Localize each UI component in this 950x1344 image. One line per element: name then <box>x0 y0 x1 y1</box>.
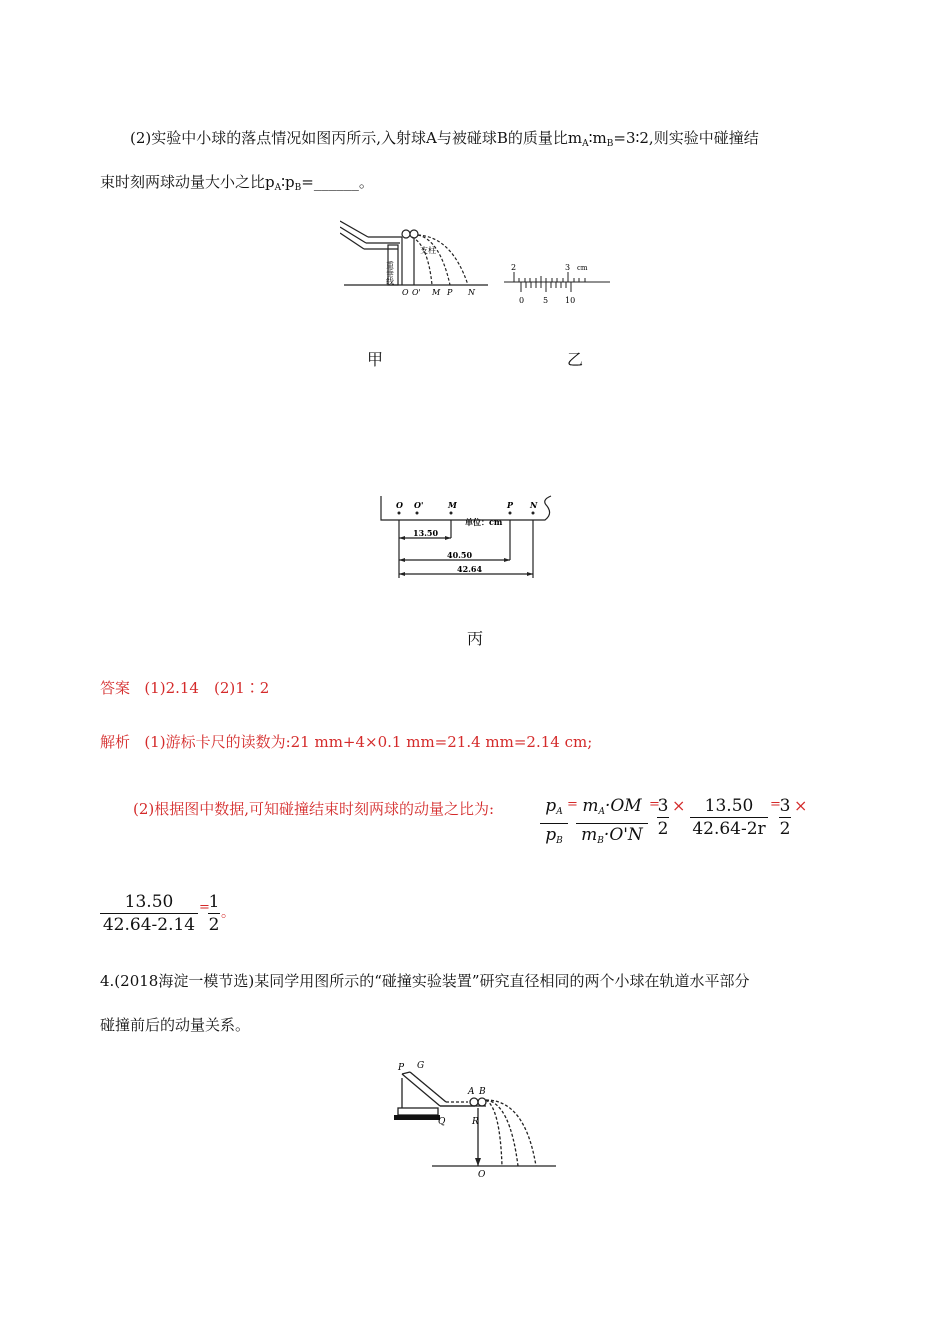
main-scale-unit: cm <box>577 264 588 272</box>
caption-jia: 甲 <box>367 350 384 369</box>
caption-yi: 乙 <box>567 350 584 369</box>
figure-yi-vernier <box>500 258 615 308</box>
figure-jia-apparatus <box>340 215 490 300</box>
bing-unit: 单位：cm <box>465 517 503 527</box>
period: 。 <box>221 905 235 921</box>
bing-dim-42-64: 42.64 <box>457 564 483 574</box>
times-sign: × <box>794 796 808 815</box>
main-scale-2: 2 <box>511 263 517 272</box>
equals-sign: = <box>649 797 660 812</box>
bing-point-O: O <box>396 500 403 510</box>
q4-label-R: R <box>472 1117 479 1127</box>
bing-dim-40-50: 40.50 <box>447 550 473 560</box>
fraction-pA-over-pB: $p_A$ $p_B$ <box>540 796 568 851</box>
equals-sign: = <box>567 797 578 812</box>
vernier-0: 0 <box>519 296 525 305</box>
vernier-5: 5 <box>543 296 549 305</box>
point-label-O-prime: O' <box>412 288 421 297</box>
fraction-3-2-b: 3 2 <box>779 796 791 839</box>
bing-point-N: N <box>530 500 538 510</box>
fraction-1-2: 1 2 <box>208 892 220 935</box>
fraction-13-50-over-42-64-2r: 13.50 42.64-2r <box>690 796 768 839</box>
equals-sign: = <box>770 797 781 812</box>
point-label-O: O <box>402 288 409 297</box>
bing-point-M: M <box>448 500 457 510</box>
analysis-label: 解析 <box>100 733 131 751</box>
analysis-line2: (2)根据图中数据,可知碰撞结束时刻两球的动量之比为: <box>133 800 495 818</box>
q4-label-A: A <box>468 1087 475 1097</box>
q4-label-O: O <box>478 1170 486 1180</box>
point-label-M: M <box>432 288 441 297</box>
question-text-line1: (2)实验中小球的落点情况如图丙所示,入射球A与被碰球B的质量比$m_A∶m_B=3∶2$,则实验中碰撞结 <box>130 129 759 149</box>
answer-text: (1)2.14 (2)1∶2 <box>144 679 270 697</box>
fraction-3-2: 3 2 <box>657 796 669 839</box>
q4-label-P: P <box>398 1063 405 1073</box>
vernier-10: 10 <box>565 296 576 305</box>
label-zhizhu: 支柱 <box>420 246 436 255</box>
answer-line <box>100 678 269 698</box>
fraction-13-50-over-42-64-2-14: 13.50 42.64-2.14 <box>100 892 198 935</box>
caption-bing: 丙 <box>467 629 484 648</box>
times-sign: × <box>672 796 686 815</box>
bing-point-P: P <box>507 500 514 510</box>
q4-label-B: B <box>479 1087 486 1097</box>
bing-dim-13-50: 13.50 <box>413 528 439 538</box>
point-label-P: P <box>447 288 453 297</box>
label-chuizhixian: 重垂线 <box>385 261 395 285</box>
fraction-mass-distance: $m_A\cdot OM$ $m_B\cdot O'N$ <box>576 796 648 851</box>
q4-text-line1: 4.(2018海淀一模节选)某同学用图所示的“碰撞实验装置”研究直径相同的两个小球在轨道水平部分 <box>100 972 750 990</box>
bing-point-O-prime: O' <box>414 500 424 510</box>
q4-label-Q: Q <box>438 1117 446 1127</box>
answer-label: 答案 <box>100 679 131 697</box>
q4-text-line2: 碰撞前后的动量关系。 <box>100 1016 251 1034</box>
main-scale-3: 3 <box>565 263 571 272</box>
point-label-N: N <box>468 288 475 297</box>
question-text-line2: 束时刻两球动量大小之比$p_A∶p_B=\_\_\_\_\_\_$。 <box>100 173 374 193</box>
figure-bing-measurement <box>375 492 565 584</box>
figure-q4-apparatus <box>390 1058 560 1180</box>
equals-sign: = <box>199 900 210 915</box>
analysis-line1: 解析 (1)游标卡尺的读数为:21 mm+4×0.1 mm=21.4 mm=2.14 cm; <box>100 733 593 751</box>
base-block <box>394 1115 440 1120</box>
q4-label-G: G <box>417 1061 425 1071</box>
